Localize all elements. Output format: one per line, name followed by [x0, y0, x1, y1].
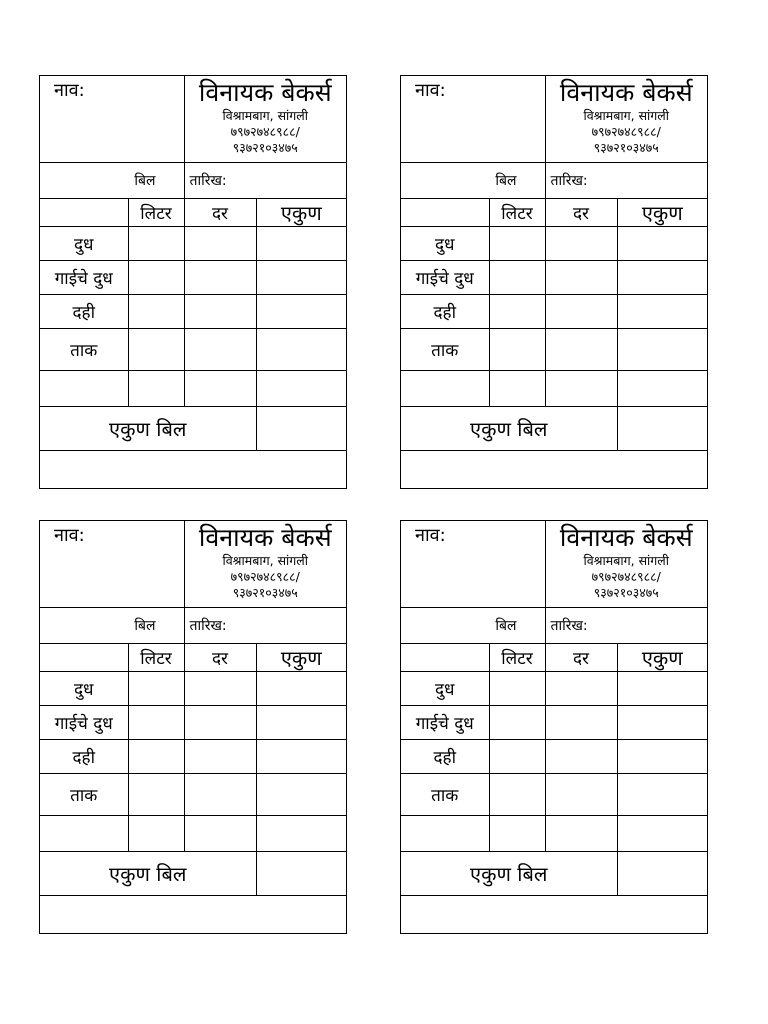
shop-header [184, 76, 346, 162]
rate-cell[interactable] [545, 370, 617, 406]
total-column-header: एकुण [256, 198, 346, 226]
bill-table [40, 521, 346, 933]
item-label: दही [40, 294, 128, 328]
bill-number-field[interactable] [40, 162, 184, 198]
grand-total-label: एकुण बिल [401, 406, 617, 450]
blank-item-row [401, 815, 707, 851]
name-label: नाव: [415, 80, 446, 101]
item-label: गाईचे दुध [401, 705, 489, 739]
blank-item-row [40, 815, 346, 851]
total-cell[interactable] [617, 815, 707, 851]
bill-form-top-right [400, 75, 708, 489]
grand-total-value-cell[interactable] [256, 851, 346, 895]
total-cell[interactable] [617, 260, 707, 294]
date-field[interactable] [545, 162, 707, 198]
shop-name: विनायक बेकर्स [198, 78, 332, 107]
name-label: नाव: [415, 525, 446, 546]
shop-phone-2: ९३७२१०३४७५ [593, 140, 659, 155]
date-label: तारिख: [189, 617, 227, 634]
date-field[interactable] [184, 607, 346, 643]
grand-total-label: एकुण बिल [40, 851, 256, 895]
rate-cell[interactable] [184, 260, 256, 294]
item-label: दुध [401, 671, 489, 705]
date-field[interactable] [184, 162, 346, 198]
shop-phone-1: ७९७२७४८९८८/ [591, 124, 661, 139]
rate-column-header: दर [545, 643, 617, 671]
extra-item-cell[interactable] [401, 370, 489, 406]
rate-cell[interactable] [184, 815, 256, 851]
rate-cell[interactable] [184, 671, 256, 705]
liter-cell[interactable] [128, 294, 184, 328]
liter-column-header: लिटर [128, 643, 184, 671]
rate-cell[interactable] [545, 260, 617, 294]
liter-cell[interactable] [489, 671, 545, 705]
rate-cell[interactable] [545, 773, 617, 815]
item-row [401, 773, 707, 815]
liter-cell[interactable] [128, 773, 184, 815]
total-cell[interactable] [256, 705, 346, 739]
item-row [401, 294, 707, 328]
item-label: दही [40, 739, 128, 773]
shop-name: विनायक बेकर्स [198, 523, 332, 552]
shop-address: विश्रामबाग, सांगली [583, 553, 670, 568]
shop-phone-1: ७९७२७४८९८८/ [230, 569, 300, 584]
item-label: दुध [401, 226, 489, 260]
date-label: तारिख: [189, 172, 227, 189]
rate-cell[interactable] [184, 294, 256, 328]
liter-column-header: लिटर [128, 198, 184, 226]
total-cell[interactable] [617, 773, 707, 815]
item-label: गाईचे दुध [40, 705, 128, 739]
item-label: ताक [40, 773, 128, 815]
name-label: नाव: [54, 525, 85, 546]
customer-name-field[interactable] [40, 76, 184, 162]
grand-total-label: एकुण बिल [40, 406, 256, 450]
liter-cell[interactable] [489, 328, 545, 370]
total-cell[interactable] [256, 671, 346, 705]
total-cell[interactable] [617, 705, 707, 739]
item-label: दही [401, 739, 489, 773]
item-label: ताक [401, 328, 489, 370]
item-label: ताक [40, 328, 128, 370]
shop-header [545, 76, 707, 162]
extra-item-cell[interactable] [401, 815, 489, 851]
total-cell[interactable] [256, 739, 346, 773]
blank-header-cell [401, 643, 489, 671]
item-row [40, 739, 346, 773]
liter-cell[interactable] [128, 260, 184, 294]
bill-table [401, 521, 707, 933]
shop-phone-2: ९३७२१०३४७५ [593, 585, 659, 600]
shop-address: विश्रामबाग, सांगली [222, 553, 309, 568]
bill-number-field[interactable] [401, 162, 545, 198]
item-label: गाईचे दुध [40, 260, 128, 294]
item-label: गाईचे दुध [401, 260, 489, 294]
rate-column-header: दर [545, 198, 617, 226]
blank-header-cell [40, 643, 128, 671]
item-label: ताक [401, 773, 489, 815]
total-cell[interactable] [256, 294, 346, 328]
bill-footer-cell[interactable] [401, 450, 707, 488]
item-row [40, 328, 346, 370]
rate-cell[interactable] [545, 226, 617, 260]
item-row [40, 671, 346, 705]
total-cell[interactable] [256, 260, 346, 294]
customer-name-field[interactable] [401, 521, 545, 607]
liter-cell[interactable] [128, 705, 184, 739]
liter-column-header: लिटर [489, 198, 545, 226]
item-row [40, 773, 346, 815]
date-label: तारिख: [550, 172, 588, 189]
total-column-header: एकुण [256, 643, 346, 671]
item-row [40, 260, 346, 294]
bill-label: बिल [495, 617, 517, 634]
bill-form-bottom-right [400, 520, 708, 934]
customer-name-field[interactable] [40, 521, 184, 607]
rate-cell[interactable] [545, 705, 617, 739]
item-label: दुध [40, 226, 128, 260]
total-cell[interactable] [617, 370, 707, 406]
item-row [40, 226, 346, 260]
item-label: दही [401, 294, 489, 328]
date-field[interactable] [545, 607, 707, 643]
total-cell[interactable] [617, 294, 707, 328]
extra-item-cell[interactable] [40, 370, 128, 406]
total-column-header: एकुण [617, 643, 707, 671]
item-row [401, 328, 707, 370]
shop-phone-2: ९३७२१०३४७५ [232, 140, 298, 155]
total-cell[interactable] [256, 226, 346, 260]
customer-name-field[interactable] [401, 76, 545, 162]
liter-cell[interactable] [128, 328, 184, 370]
liter-cell[interactable] [489, 773, 545, 815]
item-label: दुध [40, 671, 128, 705]
shop-phone-1: ७९७२७४८९८८/ [230, 124, 300, 139]
total-cell[interactable] [256, 328, 346, 370]
blank-item-row [40, 370, 346, 406]
bill-label: बिल [495, 172, 517, 189]
bill-form-bottom-left [39, 520, 347, 934]
shop-address: विश्रामबाग, सांगली [583, 108, 670, 123]
grand-total-value-cell[interactable] [256, 406, 346, 450]
rate-cell[interactable] [545, 671, 617, 705]
grand-total-label: एकुण बिल [401, 851, 617, 895]
rate-column-header: दर [184, 643, 256, 671]
bill-label: बिल [134, 617, 156, 634]
liter-cell[interactable] [489, 226, 545, 260]
shop-address: विश्रामबाग, सांगली [222, 108, 309, 123]
rate-cell[interactable] [184, 739, 256, 773]
total-cell[interactable] [617, 328, 707, 370]
rate-cell[interactable] [545, 815, 617, 851]
bill-form-top-left [39, 75, 347, 489]
total-cell[interactable] [617, 226, 707, 260]
bill-table [401, 76, 707, 488]
bill-footer-cell[interactable] [401, 895, 707, 933]
shop-phone-1: ७९७२७४८९८८/ [591, 569, 661, 584]
item-row [401, 705, 707, 739]
rate-cell[interactable] [184, 705, 256, 739]
item-row [401, 671, 707, 705]
bill-number-field[interactable] [401, 607, 545, 643]
bill-footer-cell[interactable] [40, 895, 346, 933]
rate-cell[interactable] [184, 370, 256, 406]
item-row [401, 260, 707, 294]
item-row [40, 705, 346, 739]
rate-cell[interactable] [184, 226, 256, 260]
shop-name: विनायक बेकर्स [559, 523, 693, 552]
rate-cell[interactable] [545, 328, 617, 370]
liter-cell[interactable] [489, 294, 545, 328]
liter-cell[interactable] [489, 370, 545, 406]
liter-cell[interactable] [128, 671, 184, 705]
bill-label: बिल [134, 172, 156, 189]
shop-header [545, 521, 707, 607]
date-label: तारिख: [550, 617, 588, 634]
total-cell[interactable] [256, 815, 346, 851]
rate-cell[interactable] [184, 773, 256, 815]
item-row [401, 226, 707, 260]
shop-phone-2: ९३७२१०३४७५ [232, 585, 298, 600]
rate-cell[interactable] [545, 739, 617, 773]
rate-cell[interactable] [545, 294, 617, 328]
item-row [40, 294, 346, 328]
total-cell[interactable] [256, 370, 346, 406]
liter-column-header: लिटर [489, 643, 545, 671]
total-column-header: एकुण [617, 198, 707, 226]
extra-item-cell[interactable] [40, 815, 128, 851]
grand-total-value-cell[interactable] [617, 851, 707, 895]
liter-cell[interactable] [489, 739, 545, 773]
blank-header-cell [40, 198, 128, 226]
liter-cell[interactable] [128, 739, 184, 773]
blank-item-row [401, 370, 707, 406]
shop-header [184, 521, 346, 607]
total-cell[interactable] [617, 739, 707, 773]
liter-cell[interactable] [489, 815, 545, 851]
rate-cell[interactable] [184, 328, 256, 370]
liter-cell[interactable] [128, 226, 184, 260]
grand-total-value-cell[interactable] [617, 406, 707, 450]
liter-cell[interactable] [128, 370, 184, 406]
total-cell[interactable] [256, 773, 346, 815]
liter-cell[interactable] [489, 705, 545, 739]
bill-table [40, 76, 346, 488]
blank-header-cell [401, 198, 489, 226]
shop-name: विनायक बेकर्स [559, 78, 693, 107]
item-row [401, 739, 707, 773]
bill-footer-cell[interactable] [40, 450, 346, 488]
total-cell[interactable] [617, 671, 707, 705]
name-label: नाव: [54, 80, 85, 101]
liter-cell[interactable] [489, 260, 545, 294]
rate-column-header: दर [184, 198, 256, 226]
bill-number-field[interactable] [40, 607, 184, 643]
liter-cell[interactable] [128, 815, 184, 851]
